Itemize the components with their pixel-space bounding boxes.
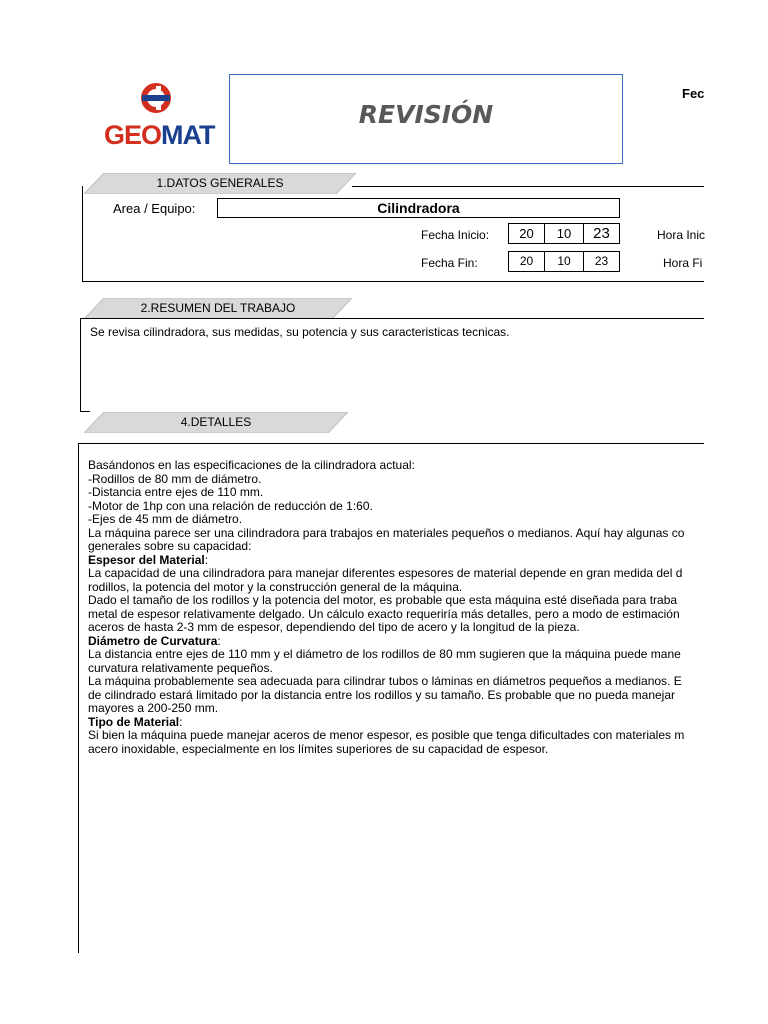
detalles-line: curvatura relativamente pequeños. [88,660,273,675]
detalles-line: -Ejes de 45 mm de diámetro. [88,512,243,526]
fecha-inicio-label: Fecha Inicio: [421,228,490,242]
detalles-line: Dado el tamaño de los rodillos y la potencia del motor, es probable que esta máquina esté diseñada para traba [88,593,678,607]
fecha-fin-year[interactable]: 23 [583,251,620,272]
document-title: REVISIÓN [358,100,494,129]
resumen-border-top [80,318,704,319]
detalles-line: -Motor de 1hp con una relación de reducción de 1:60. [88,498,373,513]
section-tab-detalles [84,412,348,433]
area-equipo-label: Area / Equipo: [113,201,196,216]
detalles-text-block[interactable] [88,459,704,756]
section-tab-resumen [84,298,352,319]
detalles-line: de cilindrado estará limitado por la distancia entre los rodillos y su tamaño. Es probable que no pueda manejar [88,687,676,702]
section-title: 2.RESUMEN DEL TRABAJO [140,301,296,315]
fecha-fin-day[interactable]: 20 [508,251,545,272]
detalles-border-top [78,443,704,444]
detalles-line: La máquina probablemente sea adecuada para cilindrar tubos o láminas en diámetros pequeños a medianos. E [88,674,682,688]
section-border-bottom [82,281,704,282]
detalles-heading: Diámetro de Curvatura: [88,633,221,648]
fecha-fin-month[interactable]: 10 [544,251,584,272]
resumen-text[interactable]: Se revisa cilindradora, sus medidas, su potencia y sus caracteristicas tecnicas. [90,325,510,339]
fecha-inicio-month[interactable]: 10 [544,223,584,244]
detalles-line: -Distancia entre ejes de 110 mm. [88,485,264,499]
detalles-line: mayores a 200-250 mm. [88,701,219,715]
fecha-inicio-year[interactable]: 23 [583,223,620,244]
detalles-line: La máquina parece ser una cilindradora para trabajos en materiales pequeños o medianos. Aquí hay algunas co [88,525,685,540]
detalles-line: La capacidad de una cilindradora para manejar diferentes espesores de material depende en gran medida del d [88,566,683,580]
detalles-line: Si bien la máquina puede manejar aceros de menor espesor, es posible que tenga dificultades con materiales m [88,728,685,742]
fecha-fin-label: Fecha Fin: [421,256,478,270]
resumen-border-left [80,318,81,412]
detalles-border-left [78,443,79,953]
detalles-line: La distancia entre ejes de 110 mm y el diámetro de los rodillos de 80 mm sugieren que la máquina puede mane [88,647,681,661]
detalles-line: Basándonos en las especificaciones de la cilindradora actual: [88,459,415,472]
detalles-line: rodillos, la potencia del motor y la construcción general de la máquina. [88,579,463,594]
section-border-left [82,186,83,282]
detalles-line: metal de espesor relativamente delgado. Un cálculo exacto requeriría más detalles, pero a modo de estimación [88,606,680,621]
section-title: 1.DATOS GENERALES [156,176,284,190]
detalles-line: -Rodillos de 80 mm de diámetro. [88,471,262,486]
detalles-heading: Tipo de Material: [88,714,183,729]
detalles-line: acero inoxidable, especialmente en los límites superiores de su capacidad de espesor. [88,741,549,756]
detalles-line: generales sobre su capacidad: [88,539,252,553]
fecha-header-label: Fec [682,86,705,101]
fecha-inicio-day[interactable]: 20 [508,223,545,244]
detalles-heading: Espesor del Material: [88,552,209,567]
section-divider [352,186,704,187]
document-title-box [229,74,623,164]
section-tab-datos-generales [84,173,356,194]
area-equipo-value[interactable]: Cilindradora [217,198,620,218]
hora-fin-label: Hora Fi [663,256,703,270]
section-title: 4.DETALLES [180,415,252,429]
logo-wordmark: GEOMAT [104,120,215,150]
hora-inicio-label: Hora Inic [657,228,706,242]
detalles-line: aceros de hasta 2-3 mm de espesor, dependiendo del tipo de acero y la longitud de la pieza. [88,620,580,634]
